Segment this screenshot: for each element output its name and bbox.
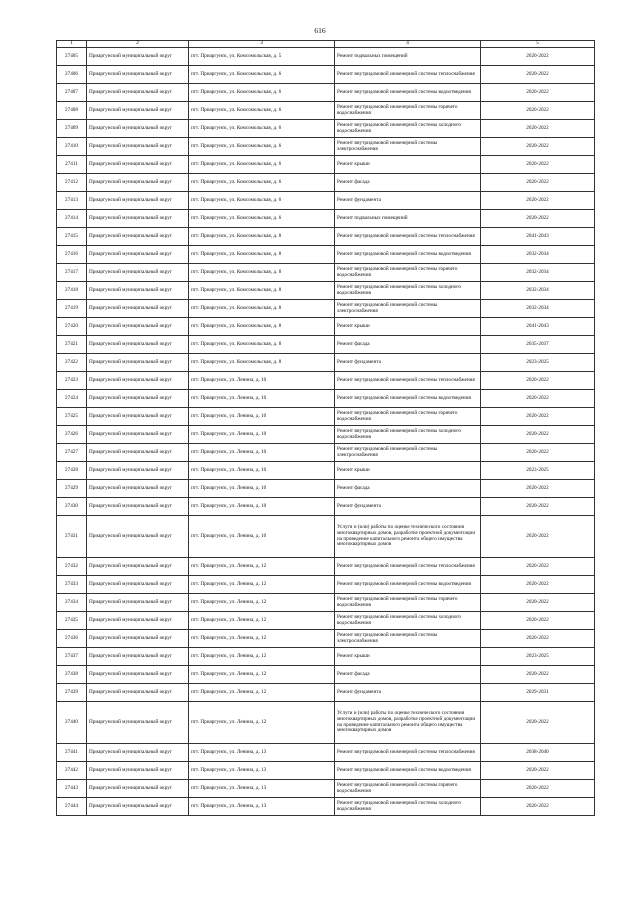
table-row bbox=[57, 630, 595, 648]
district-cell: Приаргунский муниципальный округ bbox=[87, 780, 189, 798]
row-number: 27440 bbox=[57, 702, 87, 744]
period-cell: 2020-2022 bbox=[481, 426, 595, 444]
row-number: 27430 bbox=[57, 498, 87, 516]
address-cell: пгт. Приаргунск, ул. Комсомольская, д. 8 bbox=[189, 354, 335, 372]
row-number: 27434 bbox=[57, 594, 87, 612]
work-type-cell: Услуги и (или) работы по оценке технического состояния многоквартирных домов, разработке проектной документации на проведение капитального ремонта общего имущества многоквартирных домов bbox=[335, 516, 481, 558]
work-type-cell: Ремонт внутридомовой инженерной системы холодного водоснабжения bbox=[335, 426, 481, 444]
column-header-5: 5 bbox=[481, 41, 595, 48]
row-number: 27418 bbox=[57, 282, 87, 300]
district-cell: Приаргунский муниципальный округ bbox=[87, 576, 189, 594]
table-row bbox=[57, 702, 595, 744]
work-type-cell: Ремонт внутридомовой инженерной системы холодного водоснабжения bbox=[335, 612, 481, 630]
work-type-cell: Ремонт крыши bbox=[335, 462, 481, 480]
work-type-cell: Ремонт фундамента bbox=[335, 192, 481, 210]
address-cell: пгт. Приаргунск, ул. Ленина, д. 10 bbox=[189, 480, 335, 498]
work-type-cell: Ремонт подвальных помещений bbox=[335, 48, 481, 66]
period-cell: 2020-2022 bbox=[481, 630, 595, 648]
table-row bbox=[57, 372, 595, 390]
district-cell: Приаргунский муниципальный округ bbox=[87, 174, 189, 192]
table-row bbox=[57, 318, 595, 336]
district-cell: Приаргунский муниципальный округ bbox=[87, 300, 189, 318]
address-cell: пгт. Приаргунск, ул. Комсомольская, д. 6 bbox=[189, 102, 335, 120]
period-cell: 2020-2022 bbox=[481, 192, 595, 210]
period-cell: 2032-2034 bbox=[481, 264, 595, 282]
district-cell: Приаргунский муниципальный округ bbox=[87, 666, 189, 684]
district-cell: Приаргунский муниципальный округ bbox=[87, 498, 189, 516]
address-cell: пгт. Приаргунск, ул. Комсомольская, д. 6 bbox=[189, 120, 335, 138]
work-type-cell: Услуги и (или) работы по оценке технического состояния многоквартирных домов, разработке проектной документации на проведение капитального ремонта общего имущества многоквартирных домов bbox=[335, 702, 481, 744]
table-row bbox=[57, 762, 595, 780]
address-cell: пгт. Приаргунск, ул. Комсомольская, д. 6 bbox=[189, 210, 335, 228]
row-number: 27406 bbox=[57, 66, 87, 84]
period-cell: 2020-2022 bbox=[481, 102, 595, 120]
address-cell: пгт. Приаргунск, ул. Комсомольская, д. 5 bbox=[189, 48, 335, 66]
table-row bbox=[57, 354, 595, 372]
table-row bbox=[57, 462, 595, 480]
row-number: 27414 bbox=[57, 210, 87, 228]
table-row bbox=[57, 780, 595, 798]
repair-program-table bbox=[56, 40, 595, 816]
work-type-cell: Ремонт внутридомовой инженерной системы теплоснабжения bbox=[335, 372, 481, 390]
address-cell: пгт. Приаргунск, ул. Ленина, д. 12 bbox=[189, 612, 335, 630]
district-cell: Приаргунский муниципальный округ bbox=[87, 84, 189, 102]
table-row bbox=[57, 666, 595, 684]
work-type-cell: Ремонт фасада bbox=[335, 336, 481, 354]
address-cell: пгт. Приаргунск, ул. Ленина, д. 12 bbox=[189, 666, 335, 684]
period-cell: 2023-2025 bbox=[481, 462, 595, 480]
address-cell: пгт. Приаргунск, ул. Ленина, д. 12 bbox=[189, 594, 335, 612]
table-row bbox=[57, 102, 595, 120]
table-row bbox=[57, 558, 595, 576]
period-cell: 2020-2022 bbox=[481, 558, 595, 576]
table-row bbox=[57, 264, 595, 282]
work-type-cell: Ремонт внутридомовой инженерной системы горячего водоснабжения bbox=[335, 780, 481, 798]
address-cell: пгт. Приаргунск, ул. Ленина, д. 13 bbox=[189, 762, 335, 780]
table-row bbox=[57, 246, 595, 264]
row-number: 27420 bbox=[57, 318, 87, 336]
address-cell: пгт. Приаргунск, ул. Ленина, д. 12 bbox=[189, 630, 335, 648]
district-cell: Приаргунский муниципальный округ bbox=[87, 138, 189, 156]
district-cell: Приаргунский муниципальный округ bbox=[87, 426, 189, 444]
table-body bbox=[57, 48, 595, 816]
work-type-cell: Ремонт внутридомовой инженерной системы холодного водоснабжения bbox=[335, 282, 481, 300]
work-type-cell: Ремонт подвальных помещений bbox=[335, 210, 481, 228]
district-cell: Приаргунский муниципальный округ bbox=[87, 66, 189, 84]
address-cell: пгт. Приаргунск, ул. Ленина, д. 10 bbox=[189, 498, 335, 516]
district-cell: Приаргунский муниципальный округ bbox=[87, 630, 189, 648]
district-cell: Приаргунский муниципальный округ bbox=[87, 408, 189, 426]
period-cell: 2020-2022 bbox=[481, 174, 595, 192]
district-cell: Приаргунский муниципальный округ bbox=[87, 372, 189, 390]
row-number: 27408 bbox=[57, 102, 87, 120]
address-cell: пгт. Приаргунск, ул. Комсомольская, д. 8 bbox=[189, 282, 335, 300]
period-cell: 2020-2022 bbox=[481, 594, 595, 612]
table-row bbox=[57, 228, 595, 246]
period-cell: 2020-2022 bbox=[481, 138, 595, 156]
district-cell: Приаргунский муниципальный округ bbox=[87, 246, 189, 264]
district-cell: Приаргунский муниципальный округ bbox=[87, 444, 189, 462]
table-row bbox=[57, 798, 595, 816]
district-cell: Приаргунский муниципальный округ bbox=[87, 156, 189, 174]
table-row bbox=[57, 744, 595, 762]
work-type-cell: Ремонт внутридомовой инженерной системы горячего водоснабжения bbox=[335, 102, 481, 120]
table-row bbox=[57, 84, 595, 102]
work-type-cell: Ремонт внутридомовой инженерной системы горячего водоснабжения bbox=[335, 594, 481, 612]
row-number: 27426 bbox=[57, 426, 87, 444]
district-cell: Приаргунский муниципальный округ bbox=[87, 120, 189, 138]
address-cell: пгт. Приаргунск, ул. Ленина, д. 12 bbox=[189, 648, 335, 666]
period-cell: 2020-2022 bbox=[481, 372, 595, 390]
column-header-3: 3 bbox=[189, 41, 335, 48]
period-cell: 2020-2022 bbox=[481, 516, 595, 558]
work-type-cell: Ремонт внутридомовой инженерной системы водоотведения bbox=[335, 246, 481, 264]
work-type-cell: Ремонт фасада bbox=[335, 174, 481, 192]
work-type-cell: Ремонт внутридомовой инженерной системы теплоснабжения bbox=[335, 744, 481, 762]
page-number: 616 bbox=[314, 26, 326, 35]
row-number: 27417 bbox=[57, 264, 87, 282]
work-type-cell: Ремонт внутридомовой инженерной системы холодного водоснабжения bbox=[335, 120, 481, 138]
work-type-cell: Ремонт внутридомовой инженерной системы теплоснабжения bbox=[335, 66, 481, 84]
column-header-4: 4 bbox=[335, 41, 481, 48]
row-number: 27423 bbox=[57, 372, 87, 390]
row-number: 27437 bbox=[57, 648, 87, 666]
period-cell: 2041-2043 bbox=[481, 228, 595, 246]
district-cell: Приаргунский муниципальный округ bbox=[87, 516, 189, 558]
address-cell: пгт. Приаргунск, ул. Комсомольская, д. 6 bbox=[189, 174, 335, 192]
district-cell: Приаргунский муниципальный округ bbox=[87, 702, 189, 744]
period-cell: 2020-2022 bbox=[481, 156, 595, 174]
district-cell: Приаргунский муниципальный округ bbox=[87, 336, 189, 354]
address-cell: пгт. Приаргунск, ул. Ленина, д. 10 bbox=[189, 372, 335, 390]
period-cell: 2029-2031 bbox=[481, 684, 595, 702]
period-cell: 2020-2022 bbox=[481, 390, 595, 408]
row-number: 27410 bbox=[57, 138, 87, 156]
district-cell: Приаргунский муниципальный округ bbox=[87, 390, 189, 408]
table-row bbox=[57, 192, 595, 210]
period-cell: 2023-2025 bbox=[481, 354, 595, 372]
row-number: 27412 bbox=[57, 174, 87, 192]
row-number: 27407 bbox=[57, 84, 87, 102]
address-cell: пгт. Приаргунск, ул. Комсомольская, д. 8 bbox=[189, 336, 335, 354]
work-type-cell: Ремонт внутридомовой инженерной системы горячего водоснабжения bbox=[335, 408, 481, 426]
table-row bbox=[57, 120, 595, 138]
address-cell: пгт. Приаргунск, ул. Ленина, д. 12 bbox=[189, 576, 335, 594]
period-cell: 2020-2022 bbox=[481, 444, 595, 462]
row-number: 27411 bbox=[57, 156, 87, 174]
row-number: 27427 bbox=[57, 444, 87, 462]
row-number: 27444 bbox=[57, 798, 87, 816]
row-number: 27415 bbox=[57, 228, 87, 246]
work-type-cell: Ремонт фасада bbox=[335, 666, 481, 684]
period-cell: 2020-2022 bbox=[481, 120, 595, 138]
table-row bbox=[57, 210, 595, 228]
work-type-cell: Ремонт внутридомовой инженерной системы электроснабжения bbox=[335, 444, 481, 462]
district-cell: Приаргунский муниципальный округ bbox=[87, 798, 189, 816]
district-cell: Приаргунский муниципальный округ bbox=[87, 462, 189, 480]
row-number: 27421 bbox=[57, 336, 87, 354]
table-row bbox=[57, 48, 595, 66]
work-type-cell: Ремонт внутридомовой инженерной системы теплоснабжения bbox=[335, 558, 481, 576]
district-cell: Приаргунский муниципальный округ bbox=[87, 192, 189, 210]
work-type-cell: Ремонт внутридомовой инженерной системы электроснабжения bbox=[335, 300, 481, 318]
district-cell: Приаргунский муниципальный округ bbox=[87, 210, 189, 228]
address-cell: пгт. Приаргунск, ул. Ленина, д. 10 bbox=[189, 426, 335, 444]
table-header bbox=[57, 41, 595, 48]
district-cell: Приаргунский муниципальный округ bbox=[87, 648, 189, 666]
row-number: 27424 bbox=[57, 390, 87, 408]
address-cell: пгт. Приаргунск, ул. Комсомольская, д. 8 bbox=[189, 228, 335, 246]
district-cell: Приаргунский муниципальный округ bbox=[87, 594, 189, 612]
table-row bbox=[57, 300, 595, 318]
row-number: 27432 bbox=[57, 558, 87, 576]
table-row bbox=[57, 66, 595, 84]
work-type-cell: Ремонт внутридомовой инженерной системы горячего водоснабжения bbox=[335, 264, 481, 282]
work-type-cell: Ремонт внутридомовой инженерной системы водоотведения bbox=[335, 84, 481, 102]
work-type-cell: Ремонт внутридомовой инженерной системы холодного водоснабжения bbox=[335, 798, 481, 816]
row-number: 27439 bbox=[57, 684, 87, 702]
address-cell: пгт. Приаргунск, ул. Комсомольская, д. 6 bbox=[189, 156, 335, 174]
row-number: 27413 bbox=[57, 192, 87, 210]
address-cell: пгт. Приаргунск, ул. Ленина, д. 12 bbox=[189, 702, 335, 744]
period-cell: 2032-2034 bbox=[481, 246, 595, 264]
row-number: 27438 bbox=[57, 666, 87, 684]
row-number: 27405 bbox=[57, 48, 87, 66]
table-row bbox=[57, 480, 595, 498]
row-number: 27436 bbox=[57, 630, 87, 648]
table-row bbox=[57, 498, 595, 516]
district-cell: Приаргунский муниципальный округ bbox=[87, 480, 189, 498]
address-cell: пгт. Приаргунск, ул. Ленина, д. 10 bbox=[189, 462, 335, 480]
table-row bbox=[57, 594, 595, 612]
address-cell: пгт. Приаргунск, ул. Ленина, д. 13 bbox=[189, 798, 335, 816]
district-cell: Приаргунский муниципальный округ bbox=[87, 612, 189, 630]
table-row bbox=[57, 426, 595, 444]
period-cell: 2020-2022 bbox=[481, 762, 595, 780]
period-cell: 2032-2034 bbox=[481, 282, 595, 300]
table-row bbox=[57, 156, 595, 174]
period-cell: 2041-2043 bbox=[481, 318, 595, 336]
period-cell: 2020-2022 bbox=[481, 84, 595, 102]
district-cell: Приаргунский муниципальный округ bbox=[87, 264, 189, 282]
work-type-cell: Ремонт крыши bbox=[335, 648, 481, 666]
address-cell: пгт. Приаргунск, ул. Комсомольская, д. 8 bbox=[189, 246, 335, 264]
period-cell: 2035-2037 bbox=[481, 336, 595, 354]
period-cell: 2020-2022 bbox=[481, 66, 595, 84]
address-cell: пгт. Приаргунск, ул. Ленина, д. 13 bbox=[189, 744, 335, 762]
period-cell: 2020-2022 bbox=[481, 210, 595, 228]
row-number: 27416 bbox=[57, 246, 87, 264]
row-number: 27441 bbox=[57, 744, 87, 762]
period-cell: 2038-2040 bbox=[481, 744, 595, 762]
address-cell: пгт. Приаргунск, ул. Ленина, д. 10 bbox=[189, 408, 335, 426]
row-number: 27442 bbox=[57, 762, 87, 780]
work-type-cell: Ремонт фундамента bbox=[335, 354, 481, 372]
address-cell: пгт. Приаргунск, ул. Ленина, д. 10 bbox=[189, 390, 335, 408]
district-cell: Приаргунский муниципальный округ bbox=[87, 558, 189, 576]
row-number: 27443 bbox=[57, 780, 87, 798]
period-cell: 2020-2022 bbox=[481, 666, 595, 684]
district-cell: Приаргунский муниципальный округ bbox=[87, 228, 189, 246]
work-type-cell: Ремонт внутридомовой инженерной системы электроснабжения bbox=[335, 138, 481, 156]
address-cell: пгт. Приаргунск, ул. Комсомольская, д. 8 bbox=[189, 318, 335, 336]
table-row bbox=[57, 390, 595, 408]
work-type-cell: Ремонт крыши bbox=[335, 318, 481, 336]
address-cell: пгт. Приаргунск, ул. Комсомольская, д. 8 bbox=[189, 300, 335, 318]
row-number: 27419 bbox=[57, 300, 87, 318]
row-number: 27431 bbox=[57, 516, 87, 558]
period-cell: 2020-2022 bbox=[481, 798, 595, 816]
table-row bbox=[57, 282, 595, 300]
table-row bbox=[57, 444, 595, 462]
table-row bbox=[57, 516, 595, 558]
address-cell: пгт. Приаргунск, ул. Ленина, д. 10 bbox=[189, 516, 335, 558]
row-number: 27429 bbox=[57, 480, 87, 498]
period-cell: 2020-2022 bbox=[481, 48, 595, 66]
address-cell: пгт. Приаргунск, ул. Ленина, д. 12 bbox=[189, 684, 335, 702]
district-cell: Приаргунский муниципальный округ bbox=[87, 354, 189, 372]
period-cell: 2023-2025 bbox=[481, 648, 595, 666]
table-row bbox=[57, 648, 595, 666]
row-number: 27409 bbox=[57, 120, 87, 138]
column-header-1: 1 bbox=[57, 41, 87, 48]
district-cell: Приаргунский муниципальный округ bbox=[87, 744, 189, 762]
work-type-cell: Ремонт внутридомовой инженерной системы электроснабжения bbox=[335, 630, 481, 648]
period-cell: 2020-2022 bbox=[481, 480, 595, 498]
period-cell: 2020-2022 bbox=[481, 576, 595, 594]
address-cell: пгт. Приаргунск, ул. Комсомольская, д. 6 bbox=[189, 84, 335, 102]
column-header-2: 2 bbox=[87, 41, 189, 48]
address-cell: пгт. Приаргунск, ул. Ленина, д. 10 bbox=[189, 444, 335, 462]
period-cell: 2020-2022 bbox=[481, 498, 595, 516]
period-cell: 2020-2022 bbox=[481, 780, 595, 798]
district-cell: Приаргунский муниципальный округ bbox=[87, 762, 189, 780]
table-row bbox=[57, 174, 595, 192]
district-cell: Приаргунский муниципальный округ bbox=[87, 684, 189, 702]
district-cell: Приаргунский муниципальный округ bbox=[87, 48, 189, 66]
work-type-cell: Ремонт внутридомовой инженерной системы водоотведения bbox=[335, 390, 481, 408]
address-cell: пгт. Приаргунск, ул. Ленина, д. 12 bbox=[189, 558, 335, 576]
work-type-cell: Ремонт внутридомовой инженерной системы водоотведения bbox=[335, 576, 481, 594]
work-type-cell: Ремонт внутридомовой инженерной системы водоотведения bbox=[335, 762, 481, 780]
table-row bbox=[57, 612, 595, 630]
period-cell: 2020-2022 bbox=[481, 702, 595, 744]
address-cell: пгт. Приаргунск, ул. Ленина, д. 13 bbox=[189, 780, 335, 798]
table-row bbox=[57, 408, 595, 426]
district-cell: Приаргунский муниципальный округ bbox=[87, 102, 189, 120]
table-row bbox=[57, 684, 595, 702]
period-cell: 2020-2022 bbox=[481, 408, 595, 426]
table-row bbox=[57, 336, 595, 354]
table-row bbox=[57, 138, 595, 156]
address-cell: пгт. Приаргунск, ул. Комсомольская, д. 6 bbox=[189, 192, 335, 210]
address-cell: пгт. Приаргунск, ул. Комсомольская, д. 8 bbox=[189, 264, 335, 282]
address-cell: пгт. Приаргунск, ул. Комсомольская, д. 6 bbox=[189, 138, 335, 156]
row-number: 27422 bbox=[57, 354, 87, 372]
row-number: 27433 bbox=[57, 576, 87, 594]
district-cell: Приаргунский муниципальный округ bbox=[87, 318, 189, 336]
work-type-cell: Ремонт крыши bbox=[335, 156, 481, 174]
work-type-cell: Ремонт фундамента bbox=[335, 684, 481, 702]
district-cell: Приаргунский муниципальный округ bbox=[87, 282, 189, 300]
row-number: 27428 bbox=[57, 462, 87, 480]
work-type-cell: Ремонт фасада bbox=[335, 480, 481, 498]
work-type-cell: Ремонт фундамента bbox=[335, 498, 481, 516]
row-number: 27435 bbox=[57, 612, 87, 630]
address-cell: пгт. Приаргунск, ул. Комсомольская, д. 6 bbox=[189, 66, 335, 84]
period-cell: 2020-2022 bbox=[481, 612, 595, 630]
row-number: 27425 bbox=[57, 408, 87, 426]
table-row bbox=[57, 576, 595, 594]
work-type-cell: Ремонт внутридомовой инженерной системы теплоснабжения bbox=[335, 228, 481, 246]
period-cell: 2032-2034 bbox=[481, 300, 595, 318]
